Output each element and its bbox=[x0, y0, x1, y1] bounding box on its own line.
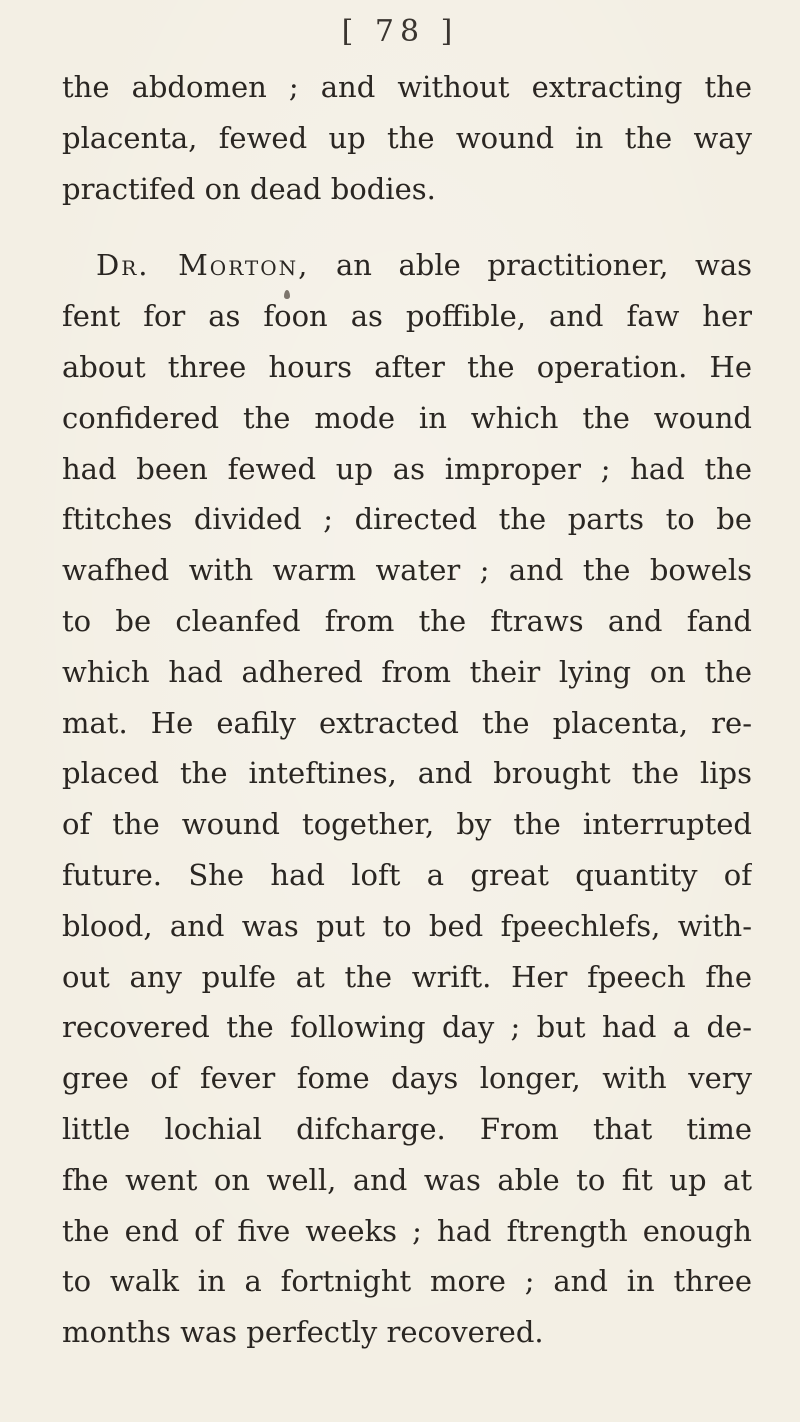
text-line: out any pulfe at the wrift. Her fpeech fhe bbox=[62, 959, 752, 994]
text-line: recovered the following day ; but had a de- bbox=[62, 1010, 752, 1045]
text-line: blood, and was put to bed fpeechlefs, with- bbox=[62, 908, 752, 943]
text-line: had been fewed up as improper ; had the bbox=[62, 451, 752, 486]
text-line: to walk in a fortnight more ; and in three bbox=[62, 1264, 752, 1299]
paragraph-opening-line bbox=[62, 240, 752, 291]
text-line: wafhed with warm water ; and the bowels bbox=[62, 553, 752, 588]
text-line: mat. He eafily extracted the placenta, re- bbox=[62, 705, 752, 740]
text-line: ftitches divided ; directed the parts to be bbox=[62, 502, 752, 537]
text-line: about three hours after the operation. He bbox=[62, 349, 752, 384]
text-line: to be cleanfed from the ftraws and fand bbox=[62, 603, 752, 638]
text-line: of the wound together, by the interrupted bbox=[62, 807, 752, 842]
text-line: future. She had loft a great quantity of bbox=[62, 857, 752, 892]
text-line: practifed on dead bodies. bbox=[62, 171, 436, 206]
text-line: the abdomen ; and without extracting the bbox=[62, 70, 752, 104]
text-line: little lochial difcharge. From that time bbox=[62, 1111, 752, 1146]
text-line: confidered the mode in which the wound bbox=[62, 400, 752, 435]
text-line: the end of five weeks ; had ftrength enough bbox=[62, 1213, 752, 1248]
text-line: gree of fever fome days longer, with very bbox=[62, 1061, 752, 1096]
text-line: fhe went on well, and was able to fit up at bbox=[62, 1162, 752, 1197]
body-text bbox=[62, 62, 752, 1358]
text-run: an able practitioner, was bbox=[309, 248, 752, 283]
person-name: Dr. Morton, bbox=[96, 248, 310, 283]
page-number-header: [ 78 ] bbox=[341, 14, 459, 49]
text-line: placenta, fewed up the wound in the way bbox=[62, 120, 752, 155]
text-line: months was perfectly recovered. bbox=[62, 1315, 544, 1350]
paragraph-gap bbox=[62, 214, 752, 240]
text-line: which had adhered from their lying on the bbox=[62, 654, 752, 689]
text-line: fent for as foon as poffible, and faw her bbox=[62, 299, 752, 334]
text-line: placed the inteftines, and brought the lips bbox=[62, 756, 752, 791]
